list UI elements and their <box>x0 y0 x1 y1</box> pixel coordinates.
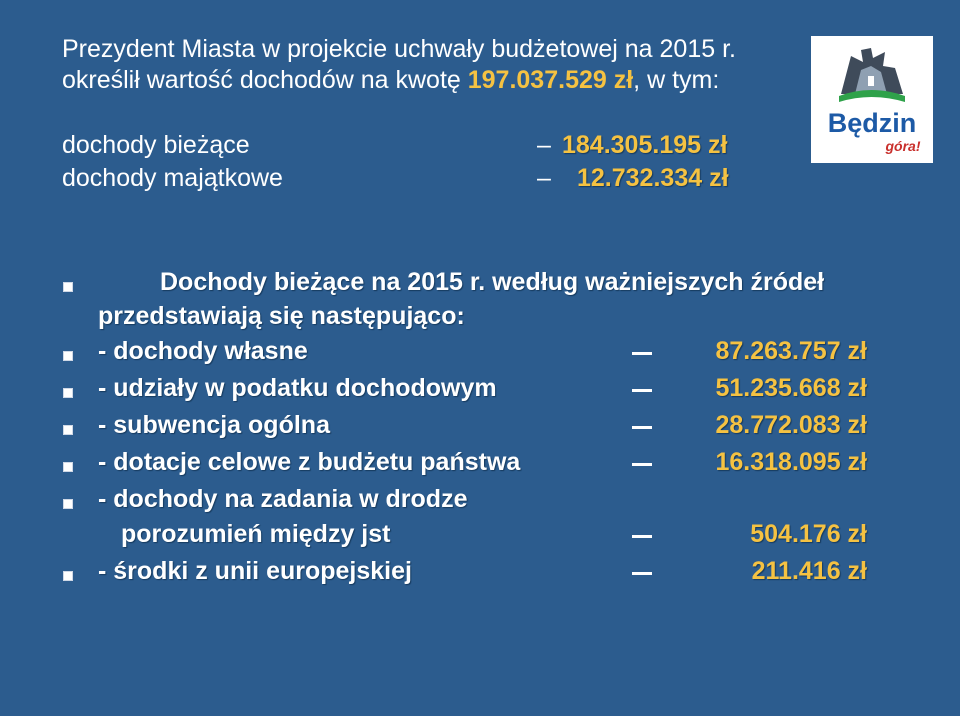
item-agreements-label-line-2: porozumień między jst <box>121 520 391 548</box>
intro-line-2-prefix: określił wartość dochodów na kwotę <box>62 66 468 94</box>
item-state-grants-label: - dotacje celowe z budżetu państwa <box>98 448 521 476</box>
item-income-tax-share-label: - udziały w podatku dochodowym <box>98 374 497 402</box>
bullet-square-icon <box>63 462 73 472</box>
item-general-subsidy-label: - subwencja ogólna <box>98 411 330 439</box>
item-own-income-label: - dochody własne <box>98 337 308 365</box>
summary-amount-property: 12.732.334 zł <box>577 164 729 192</box>
intro-line-1: Prezydent Miasta w projekcie uchwały budżetowej na 2015 r. <box>62 35 736 63</box>
bullet-square-icon <box>63 388 73 398</box>
summary-dash-current: – <box>537 131 551 159</box>
logo-city-name: Będzin <box>827 108 917 138</box>
bullet-square-icon <box>63 425 73 435</box>
logo-tagline: góra! <box>885 138 921 154</box>
total-amount: 197.037.529 zł <box>467 66 634 94</box>
item-dash <box>632 352 652 355</box>
intro-line-2-suffix: , w tym: <box>633 66 720 94</box>
item-dash <box>632 535 652 538</box>
breakdown-heading-line-1: Dochody bieżące na 2015 r. według ważniejszych źródeł <box>160 268 825 296</box>
item-agreements-amount: 504.176 zł <box>750 520 867 548</box>
breakdown-heading-line-2: przedstawiają się następująco: <box>98 302 465 330</box>
summary-label-property: dochody majątkowe <box>62 164 283 192</box>
item-dash <box>632 389 652 392</box>
item-agreements-label: - dochody na zadania w drodze <box>98 485 468 513</box>
summary-amount-current: 184.305.195 zł <box>562 131 728 159</box>
item-dash <box>632 426 652 429</box>
bullet-square-icon <box>63 351 73 361</box>
item-income-tax-share-amount: 51.235.668 zł <box>715 374 867 402</box>
bullet-square-icon <box>63 282 73 292</box>
item-state-grants-amount: 16.318.095 zł <box>715 448 867 476</box>
item-dash <box>632 572 652 575</box>
item-general-subsidy-amount: 28.772.083 zł <box>715 411 867 439</box>
bullet-square-icon <box>63 499 73 509</box>
bullet-square-icon <box>63 571 73 581</box>
item-eu-funds-label: - środki z unii europejskiej <box>98 557 412 585</box>
item-own-income-amount: 87.263.757 zł <box>715 337 867 365</box>
item-eu-funds-amount: 211.416 zł <box>751 557 867 585</box>
item-dash <box>632 463 652 466</box>
summary-dash-property: – <box>537 164 551 192</box>
summary-label-current: dochody bieżące <box>62 131 250 159</box>
